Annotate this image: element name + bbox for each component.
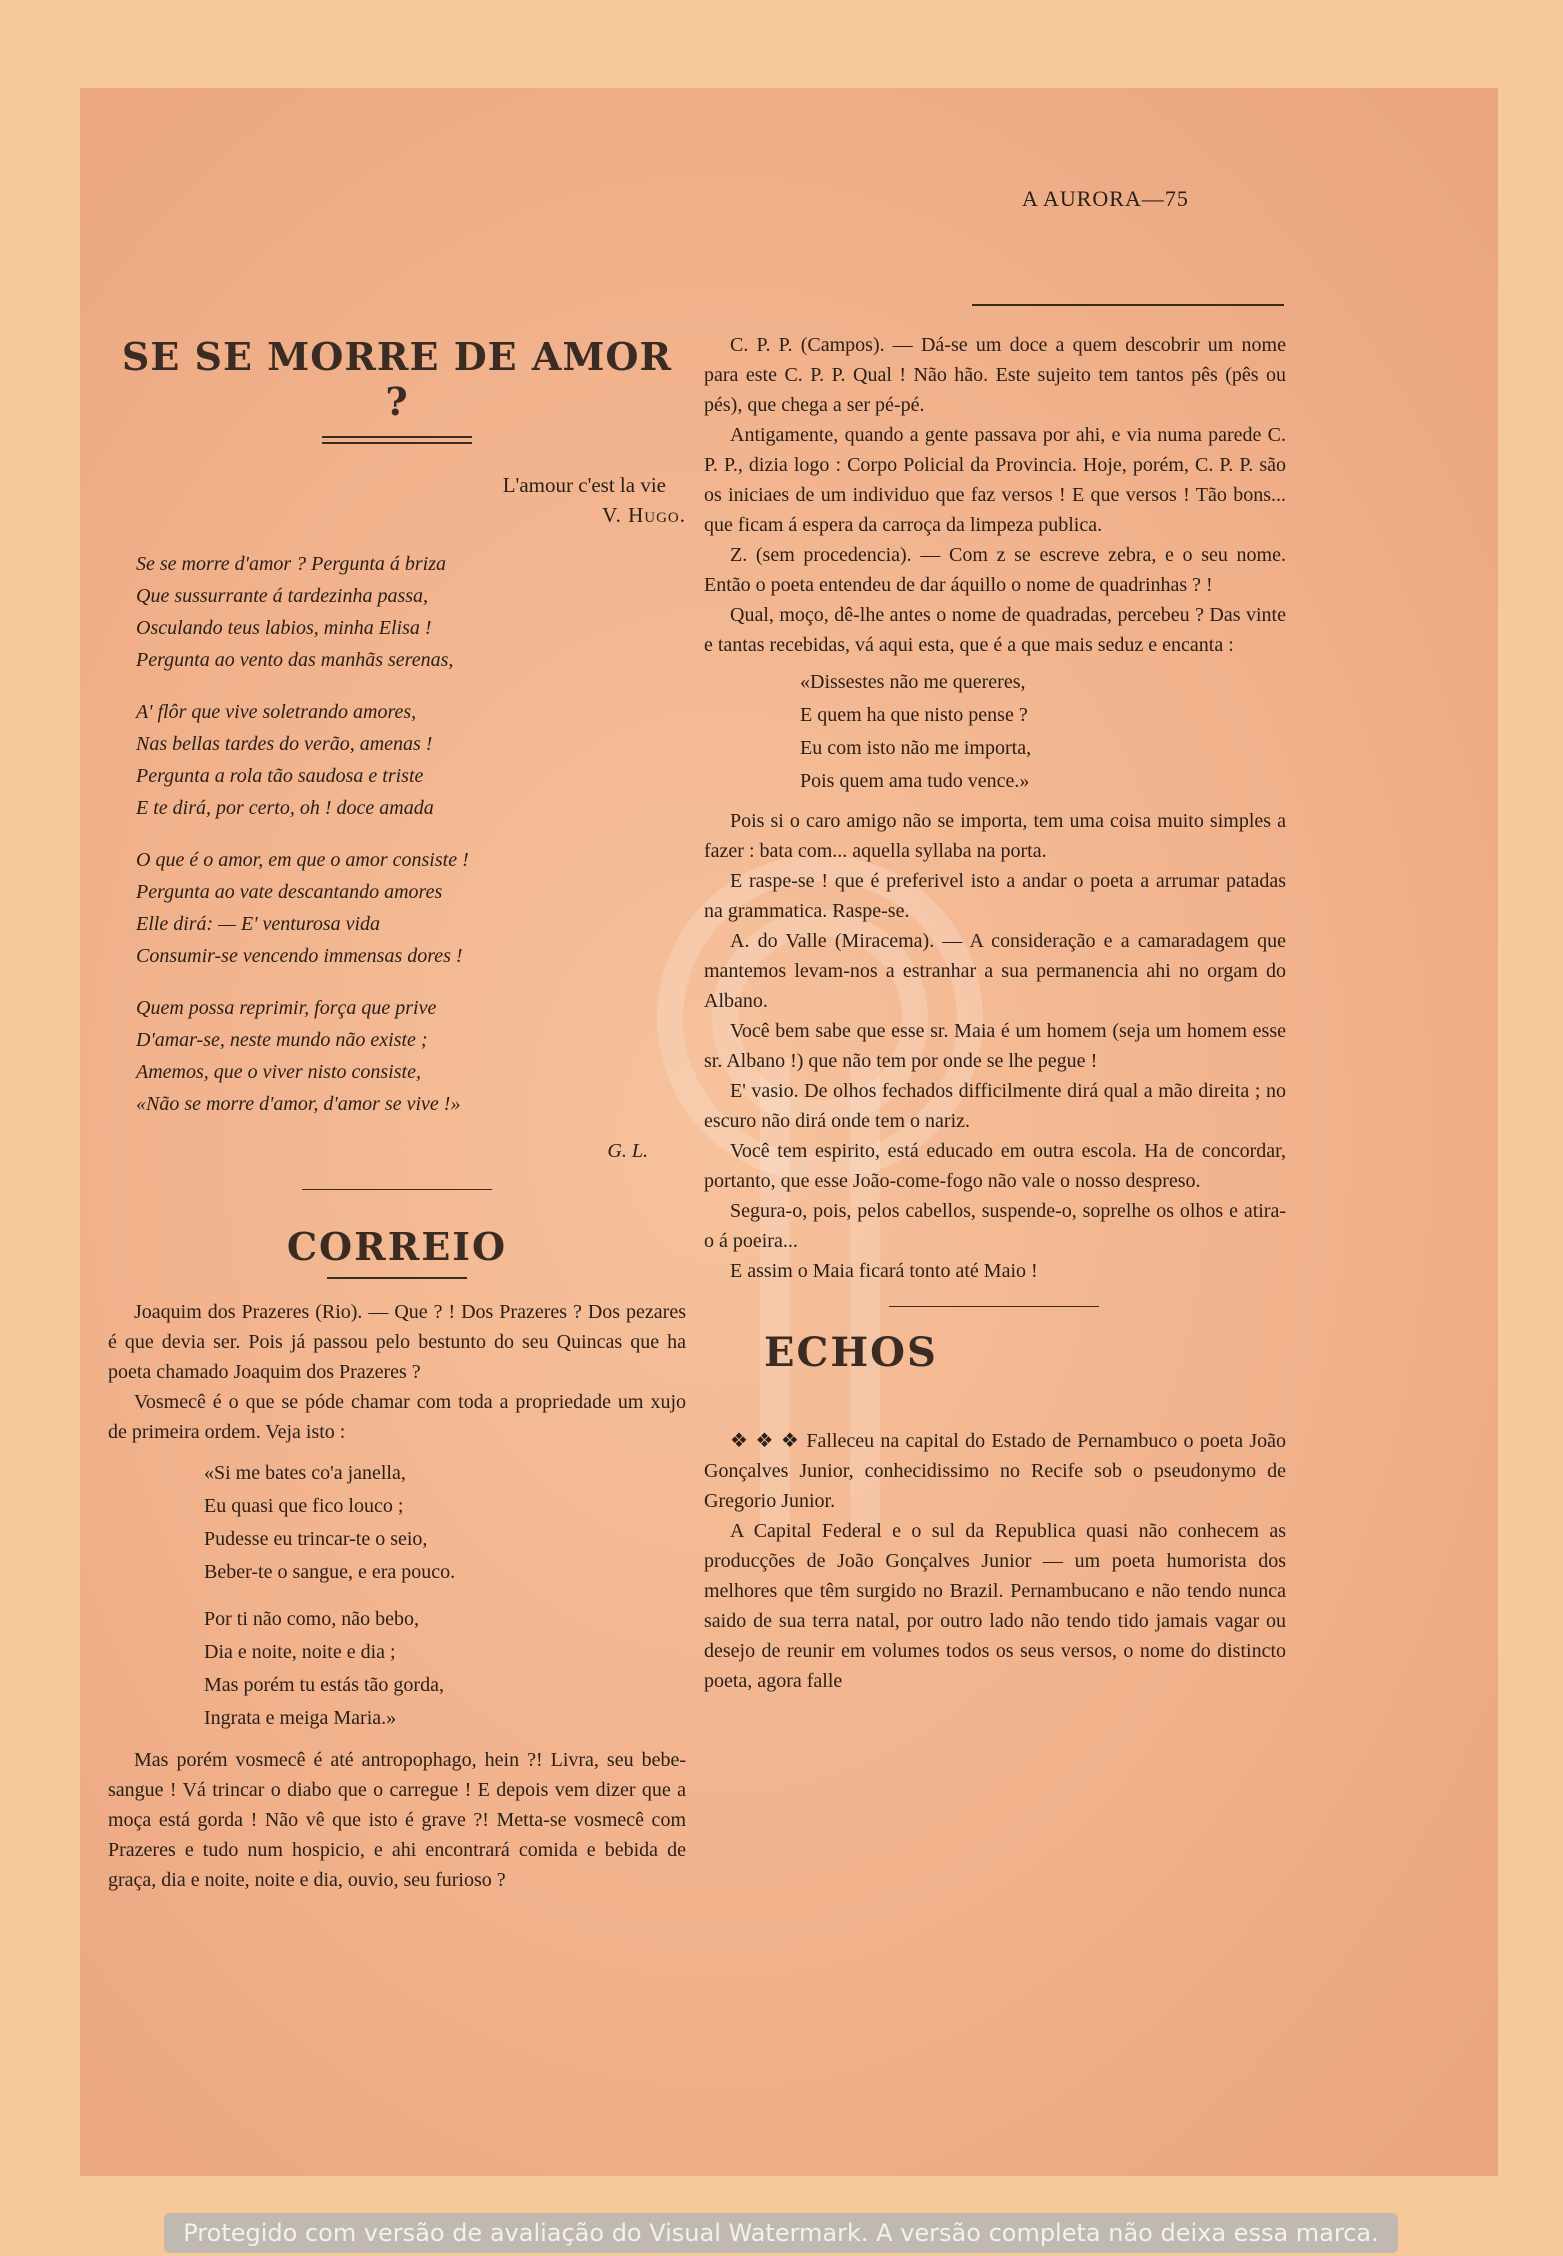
quote-line: Eu quasi que fico louco ; — [204, 1495, 404, 1517]
correio-paragraph: Antigamente, quando a gente passava por ahi, e via numa parede C. P. P., dizia logo : Corpo Policial da Provincia. Hoje, porém, C. P. P. são os iniciaes de um individuo que faz versos ! E que versos ! Tão bons... que ficam á espera da carroça da limpeza publica. — [704, 424, 1286, 536]
correio-paragraph: Segura-o, pois, pelos cabellos, suspende-o, soprelhe os olhos e atira-o á poeira... — [704, 1200, 1286, 1252]
correio-title: CORREIO — [286, 1224, 508, 1269]
stanza-2 — [136, 696, 686, 824]
correio-paragraph: C. P. P. (Campos). — Dá-se um doce a quem descobrir um nome para este C. P. P. Qual ! Não hão. Este sujeito tem tantos pês (pês ou pés), que chega a ser pé-pé. — [704, 334, 1286, 416]
verse-line: Nas bellas tardes do verão, amenas ! — [136, 733, 433, 755]
quote-line: Eu com isto não me importa, — [800, 737, 1032, 759]
correio-quote — [204, 1457, 686, 1735]
quote-line: Por ti não como, não bebo, — [204, 1608, 419, 1630]
verse-line: Pergunta ao vate descantando amores — [136, 881, 443, 903]
correio-paragraph: Vosmecê é o que se póde chamar com toda a propriedade um xujo de primeira ordem. Veja isto : — [108, 1391, 686, 1443]
verse-line: «Não se morre d'amor, d'amor se vive !» — [136, 1093, 461, 1115]
verse-line: Pergunta a rola tão saudosa e triste — [136, 765, 424, 787]
verse-line: Que sussurrante á tardezinha passa, — [136, 585, 429, 607]
quote-line: «Si me bates co'a janella, — [204, 1462, 406, 1484]
correio-paragraph: Joaquim dos Prazeres (Rio). — Que ? ! Dos Prazeres ? Dos pezares é que devia ser. Pois já passou pelo bestunto do seu Quincas que ha poeta chamado Joaquim dos Prazeres ? — [108, 1301, 686, 1383]
epigraph-author: V. Hugo. — [602, 503, 686, 527]
left-column — [108, 330, 686, 1895]
right-column — [704, 330, 1286, 1696]
verse-line: D'amar-se, neste mundo não existe ; — [136, 1029, 428, 1051]
epigraph — [108, 470, 686, 530]
verse-line: Amemos, que o viver nisto consiste, — [136, 1061, 421, 1083]
verse-line: E te dirá, por certo, oh ! doce amada — [136, 797, 434, 819]
quote-line: Beber-te o sangue, e era pouco. — [204, 1561, 456, 1583]
verse-line: Osculando teus labios, minha Elisa ! — [136, 617, 432, 639]
quote-line: Pois quem ama tudo vence.» — [800, 770, 1030, 792]
quote-line: Ingrata e meiga Maria.» — [204, 1707, 397, 1729]
correio-paragraph: E' vasio. De olhos fechados difficilmente dirá qual a mão direita ; no escuro não dirá onde tem o nariz. — [704, 1080, 1286, 1132]
title-double-rule — [322, 436, 472, 444]
correio-paragraph: Você tem espirito, está educado em outra escola. Ha de concordar, portanto, que esse João-come-fogo não vale o nosso despreso. — [704, 1140, 1286, 1192]
ornament-divider — [302, 1189, 492, 1192]
poem-title: SE SE MORRE DE AMOR ? — [121, 334, 673, 424]
verse-line: Elle dirá: — E' venturosa vida — [136, 913, 381, 935]
correio-paragraph: Z. (sem procedencia). — Com z se escreve zebra, e o seu nome. Então o poeta entendeu de dar áquillo o nome de quadrinhas ? ! — [704, 544, 1286, 596]
correio-paragraph: Pois si o caro amigo não se importa, tem uma coisa muito simples a fazer : bata com... aquella syllaba na porta. — [704, 810, 1286, 862]
quote-line: E quem ha que nisto pense ? — [800, 704, 1028, 726]
echos-paragraph: A Capital Federal e o sul da Republica quasi não conhecem as producções de João Gonçalves Junior — um poeta humorista dos melhores que têm surgido no Brazil. Pernambucano e não tendo nunca saido de sua terra natal, por outro lado não tendo tido jamais vagar ou desejo de reunir em volumes todos os seus versos, o nome do distincto poeta, agora falle — [704, 1520, 1286, 1692]
header-rule — [972, 304, 1284, 306]
verse-line: Pergunta ao vento das manhãs serenas, — [136, 649, 454, 671]
quote-line: Mas porém tu estás tão gorda, — [204, 1674, 444, 1696]
correio-quote — [800, 666, 1286, 798]
verse-line: Quem possa reprimir, força que prive — [136, 997, 437, 1019]
verse-line: Consumir-se vencendo immensas dores ! — [136, 945, 463, 967]
epigraph-text: L'amour c'est la vie — [502, 473, 666, 497]
poem-signature: G. L. — [607, 1140, 648, 1162]
stanza-3 — [136, 844, 686, 972]
quote-line: «Dissestes não me quereres, — [800, 671, 1026, 693]
quote-line: Dia e noite, noite e dia ; — [204, 1641, 396, 1663]
ornament-divider — [889, 1306, 1099, 1309]
correio-paragraph: A. do Valle (Miracema). — A consideração e a camaradagem que mantemos levam-nos a estranhar a sua permanencia ahi no orgam do Albano. — [704, 930, 1286, 1012]
stanza-1 — [136, 548, 686, 676]
correio-paragraph: Você bem sabe que esse sr. Maia é um homem (seja um homem esse sr. Albano !) que não tem por onde se lhe pegue ! — [704, 1020, 1286, 1072]
verse-line: A' flôr que vive soletrando amores, — [136, 701, 417, 723]
correio-paragraph: E raspe-se ! que é preferivel isto a andar o poeta a arrumar patadas na grammatica. Raspe-se. — [704, 870, 1286, 922]
correio-paragraph: E assim o Maia ficará tonto até Maio ! — [730, 1260, 1038, 1282]
correio-rule — [327, 1277, 467, 1279]
correio-paragraph: Mas porém vosmecê é até antropophago, hein ?! Livra, seu bebe-sangue ! Vá trincar o diabo que o carregue ! E depois vem dizer que a moça está gorda ! Não vê que isto é grave ?! Metta-se vosmecê com Prazeres e tudo num hospicio, e ahi encontrará comida e bebida de graça, dia e noite, noite e dia, ouvio, seu furioso ? — [108, 1749, 686, 1891]
running-header: A AURORA—75 — [1022, 186, 1189, 211]
watermark-notice: Protegido com versão de avaliação do Visual Watermark. A versão completa não deixa essa marca. — [164, 2213, 1398, 2253]
correio-paragraph: Qual, moço, dê-lhe antes o nome de quadradas, percebeu ? Das vinte e tantas recebidas, vá aqui esta, que é a que mais seduz e encanta : — [704, 604, 1286, 656]
echos-paragraph: ❖ ❖ ❖ Falleceu na capital do Estado de Pernambuco o poeta João Gonçalves Junior, conhecidissimo no Recife sob o pseudonymo de Gregorio Junior. — [704, 1430, 1286, 1512]
echos-title: ECHOS — [764, 1329, 938, 1376]
poem — [136, 548, 686, 1120]
verse-line: O que é o amor, em que o amor consiste ! — [136, 849, 469, 871]
quote-line: Pudesse eu trincar-te o seio, — [204, 1528, 428, 1550]
verse-line: Se se morre d'amor ? Pergunta á briza — [136, 553, 446, 575]
stanza-4 — [136, 992, 686, 1120]
